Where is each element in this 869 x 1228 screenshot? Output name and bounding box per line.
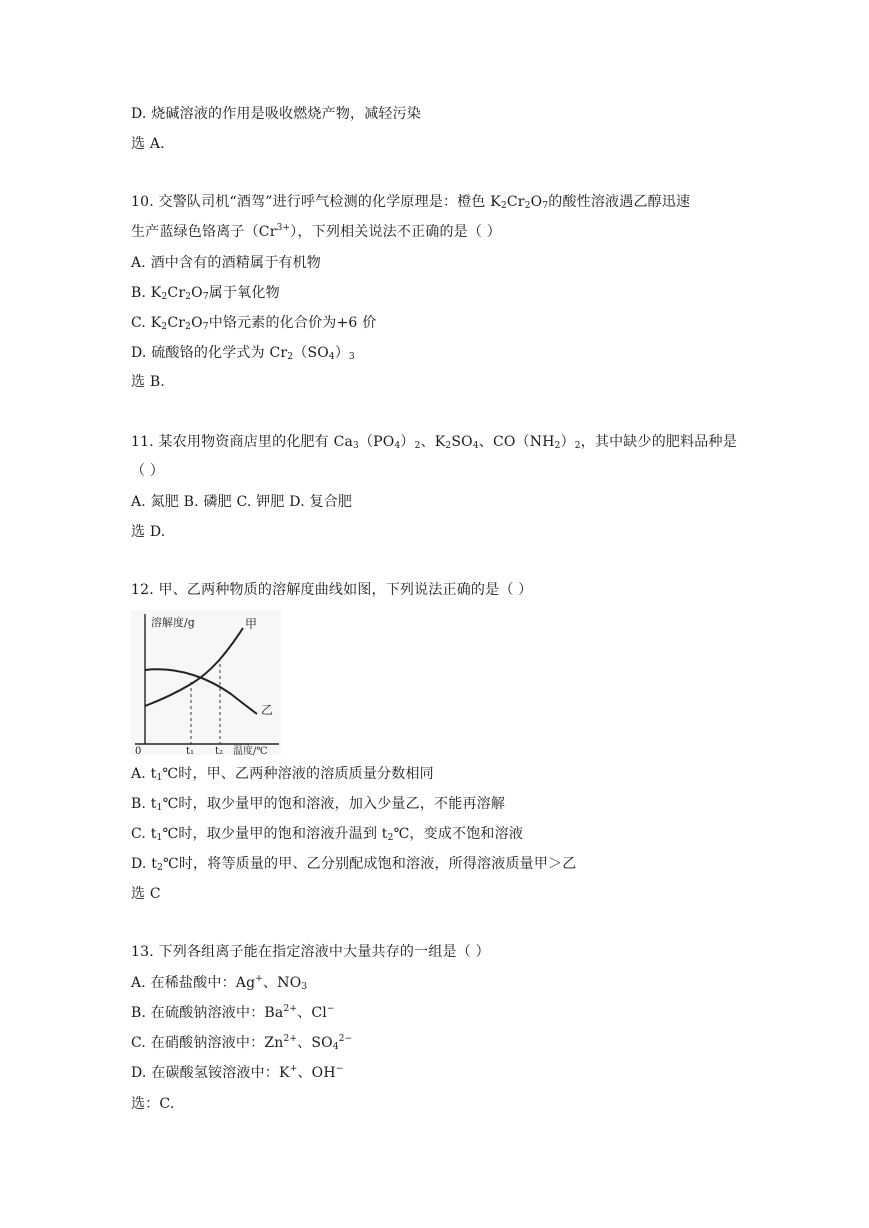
q13-option-d: D. 在碳酸氢铵溶液中：K+、OH− — [131, 1064, 344, 1081]
q10-option-a: A. 酒中含有的酒精属于有机物 — [131, 255, 322, 271]
x-axis-label: 温度/℃ — [233, 746, 268, 755]
q13-option-a: A. 在稀盐酸中：Ag+、$NO_3$ — [131, 974, 308, 992]
q12-stem: 12. 甲、乙两种物质的溶解度曲线如图，下列说法正确的是（ ） — [131, 582, 533, 598]
q10-option-b: B. $K_2Cr_2O_7$属于氧化物 — [131, 285, 280, 302]
q10-stem-line1: 10. 交警队司机“酒驾”进行呼气检测的化学原理是：橙色 $K_2Cr_2O_7$的酸性溶液遇乙醇迅速 — [131, 194, 691, 211]
q11-stem: 11. 某农用物资商店里的化肥有 $Ca_3(PO_4)_2$、$K_2SO_4$、$CO(NH_2)_2$，其中缺少的肥料品种是 — [131, 434, 737, 451]
figure-background — [131, 610, 281, 755]
q12-answer: 选 C — [131, 886, 161, 902]
q12-option-d: D. $t_2℃$时，将等质量的甲、乙分别配成饱和溶液，所得溶液质量甲＞乙 — [131, 856, 577, 873]
t1-label: t₁ — [186, 746, 195, 755]
q10-answer: 选 B. — [131, 374, 165, 390]
prev-answer: 选 A. — [131, 136, 165, 152]
q11-stem-paren: （ ） — [131, 463, 165, 479]
solubility-curve-figure — [131, 610, 281, 755]
q13-option-c: C. 在硝酸钠溶液中：$Zn^{2+}$、$SO_4^{2-}$ — [131, 1034, 353, 1052]
q13-answer: 选：C. — [131, 1096, 175, 1112]
curve-jia-label: 甲 — [245, 617, 258, 631]
q12-option-a: A. $t_1℃$时，甲、乙两种溶液的溶质质量分数相同 — [131, 766, 434, 783]
q12-option-b: B. $t_1℃$时，取少量甲的饱和溶液，加入少量乙，不能再溶解 — [131, 796, 506, 813]
q10-option-d: D. 硫酸铬的化学式为 $Cr_2(SO_4)_3$ — [131, 345, 355, 362]
prev-option-d: D. 烧碱溶液的作用是吸收燃烧产物，减轻污染 — [131, 106, 422, 122]
q10-option-c: C. $K_2Cr_2O_7$中铬元素的化合价为+6 价 — [131, 315, 377, 332]
q13-stem: 13. 下列各组离子能在指定溶液中大量共存的一组是（ ） — [131, 944, 490, 960]
curve-yi-label: 乙 — [261, 703, 274, 717]
q12-option-c: C. $t_1℃$时，取少量甲的饱和溶液升温到 $t_2℃$，变成不饱和溶液 — [131, 826, 524, 843]
q11-options: A. 氮肥 B. 磷肥 C. 钾肥 D. 复合肥 — [131, 494, 353, 510]
q13-option-b: B. 在硫酸钠溶液中：$Ba^{2+}$、Cl− — [131, 1004, 335, 1021]
q11-answer: 选 D. — [131, 524, 166, 540]
q10-stem-line2: 生产蓝绿色铬离子$(Cr^{3+})$，下列相关说法不正确的是（ ） — [131, 223, 501, 240]
origin-label: 0 — [135, 746, 142, 755]
t2-label: t₂ — [215, 746, 224, 755]
y-axis-label: 溶解度/g — [151, 616, 195, 629]
